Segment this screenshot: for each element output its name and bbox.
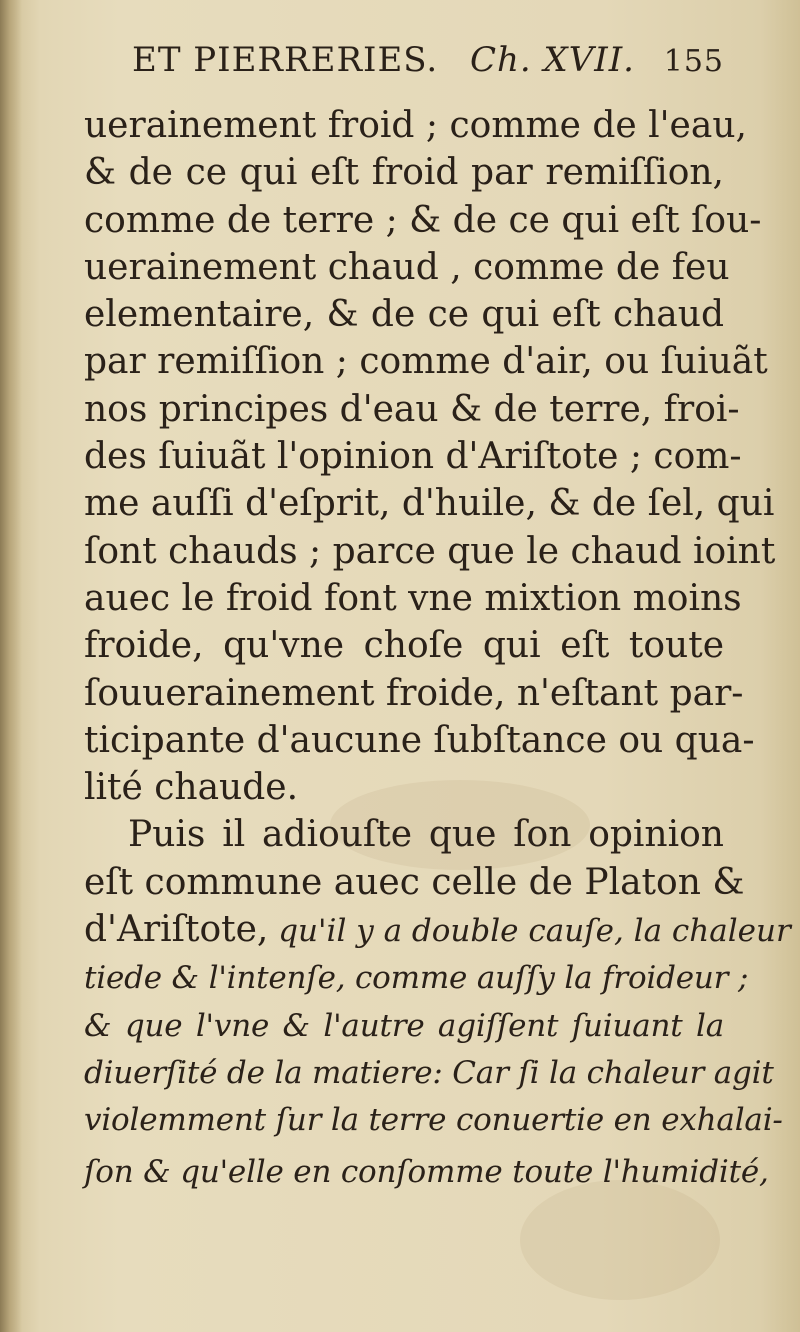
running-head	[84, 40, 724, 102]
italic-line: ſon & qu'elle en conſomme toute l'humidité,	[84, 1153, 769, 1190]
text-line-mixed	[84, 906, 791, 955]
text-line: uerainement chaud , comme de feu	[84, 246, 730, 288]
paper-stain	[520, 1180, 720, 1300]
text-line-paragraph-end: lité chaude.	[84, 767, 299, 809]
text-line: uerainement froid ; comme de l'eau,	[84, 105, 747, 146]
italic-line: & que l'vne & l'autre agiſſent ſuiuant la	[84, 1007, 724, 1044]
text-line: ticipante d'aucune ſubſtance ou qua-	[84, 719, 755, 761]
text-line-paragraph-start: Puis il adiouſte que ſon opinion	[128, 814, 724, 856]
text-line: eſt commune auec celle de Platon &	[84, 861, 745, 903]
text-line: comme de terre ; & de ce qui eſt ſou-	[84, 199, 762, 241]
italic-line: tiede & l'intenſe, comme auſſy la froideur ;	[84, 960, 749, 997]
text-block	[84, 40, 791, 1196]
text-line: froide, qu'vne choſe qui eſt toute	[84, 625, 724, 667]
text-line: ſouuerainement froide, n'eſtant par-	[84, 672, 744, 714]
text-line: ſont chauds ; parce que le chaud ioint	[84, 530, 776, 572]
text-line: par remiſſion ; comme d'air, ou ſuiuãt	[84, 341, 768, 383]
italic-line: violemment ſur la terre conuertie en exhalai-	[84, 1102, 783, 1139]
text-line: nos principes d'eau & de terre, froi-	[84, 388, 740, 430]
page-number: 155	[663, 44, 724, 79]
running-title: ET PIERRERIES.	[132, 40, 439, 80]
roman-text: d'Ariſtote,	[84, 909, 269, 951]
text-line: auec le froid font vne mixtion moins	[84, 577, 742, 619]
italic-text: qu'il y a double cauſe, la chaleur	[268, 913, 791, 950]
chapter-label: Ch. XVII.	[470, 40, 635, 80]
text-line: des ſuiuãt l'opinion d'Ariſtote ; com-	[84, 436, 742, 478]
binding-gutter	[0, 0, 22, 1332]
text-line: & de ce qui eſt froid par remiſſion,	[84, 152, 724, 194]
italic-line: diuerſité de la matiere: Car ſi la chaleur agit	[84, 1054, 774, 1091]
text-line: elementaire, & de ce qui eſt chaud	[84, 294, 724, 336]
text-line: me auſſi d'eſprit, d'huile, & de ſel, qui	[84, 483, 775, 525]
